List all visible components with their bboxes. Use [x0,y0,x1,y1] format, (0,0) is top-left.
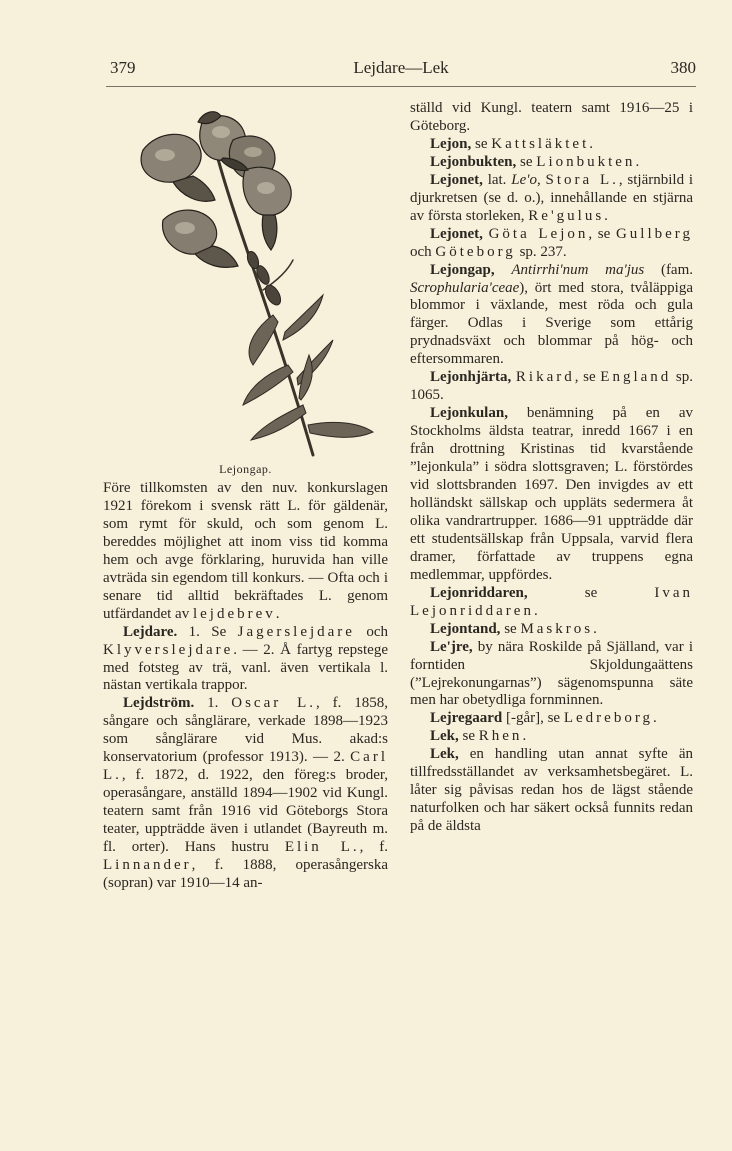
snapdragon-figure [103,100,388,480]
entry-lek: Lek, en handling utan annat syfte än tillfredsställandet av verksamhetsbegäret. L. låter sig påvisas redan hos de lägst stående naturfolken och har säkert också funnits redan på de äldsta [410,746,693,835]
entry-lejonet-1: Lejonet, lat. Le'o, Stora L., stjärnbild i djurkretsen (se d. o.), innehållande en stjärna av första storleken, Re'gulus. [410,171,694,224]
header-rule [106,86,696,87]
left-column [103,480,388,893]
entry-lejonhjarta: Lejonhjärta, Rikard, se England sp. 1065. [410,369,694,404]
right-column [410,100,693,836]
page-header [106,58,696,82]
entry-lejonet-2: Lejonet, Göta Lejon, se Gullberg och Göteborg sp. 237. [410,225,693,260]
figure-caption: Lejongap. [219,462,272,476]
entry-lejd-continuation: Före tillkomsten av den nuv. konkurslagen 1921 förekom i svensk rätt L. för gäldenär, som rymt för skuld, och som genom L. bereddes möjlighet att inom viss tid komma hem och avge förklaring, huruvida han ville avträda sin egendom till konkurs. — Ofta och i senare tid alltid bekräftades L. genom utfärdandet av lejdebrev. [103,480,388,622]
entry-lek-river: Lek, se Rhen. [430,728,527,745]
entry-lejon: Lejon, se Kattsläktet. [430,135,593,152]
entry-continuation: ställd vid Kungl. teatern samt 1916—25 i Göteborg. [410,100,693,134]
entry-lejre: Le'jre, by nära Roskilde på Själland, var i forntiden Skjoldungaättens (”Lejrekonungarnas”) sägenomspunna säte men har obetydliga fornminnen. [410,638,693,709]
entry-lejontand: Lejontand, se Maskros. [430,620,597,637]
headword: Lejdström. [123,695,195,712]
entry-lejregaard: Lejregaard [-går], se Ledreborg. [430,710,657,727]
entry-lejongap: Lejongap, Antirrhi'num ma'jus (fam. Scrophularia'ceae), ört med stora, tvåläppiga blommor i växlande, mest röda och gula färger. Odlas i Sverige som ettårig prydnadsväxt och blommar på hög- och eftersommaren. [410,261,694,368]
entry-lejonbukten: Lejonbukten, se Lionbukten. [430,153,640,170]
headword: Lejdare. [123,623,178,640]
running-title: Lejdare—Lek [353,58,449,77]
snapdragon-illustration [103,100,388,460]
entry-lejonriddaren: Lejonriddaren, se Ivan Lejonriddaren. [410,584,693,619]
entry-lejdare: Lejdare. 1. Se Jagerslejdare och Klyverslejdare. — 2. Å fartyg repstege med fotsteg av trä, vanl. även vertikala l. nästan vertikala trappor. [103,623,388,694]
page-number-left: 379 [110,58,136,77]
entry-lejdstrom: Lejdström. 1. Oscar L., f. 1858, sångare och sånglärare, verkade 1898—1923 som sånglärare vid Mus. akad:s konservatorium (professor 1913). — 2. Carl L., f. 1872, d. 1922, den föreg:s broder, operasångare, anställd 1894—1902 vid Kungl. teatern samt från 1916 vid Göteborgs Stora teater, uppträdde även i utlandet (Bayreuth m. fl. orter). Hans hustru Elin L., f. Linnander, f. 1888, operasångerska (sopran) var 1910—14 an- [103,695,388,891]
page-number-right: 380 [670,58,696,77]
entry-lejonkulan: Lejonkulan, benämning på en av Stockholms äldsta teatrar, inredd 1667 i en från drottning Kristinas tid kvarstående ”lejonkula” i södra slottsgraven; L. förstördes vid slottsbranden 1697. Den invigdes av ett holländskt sällskap och uppläts sedermera åt olika vandrartrupper. 1686—91 uppträdde där ett studentsällskap från Uppsala, varvid flera dramer, författade av truppens egna medlemmar, uppfördes. [410,405,693,583]
